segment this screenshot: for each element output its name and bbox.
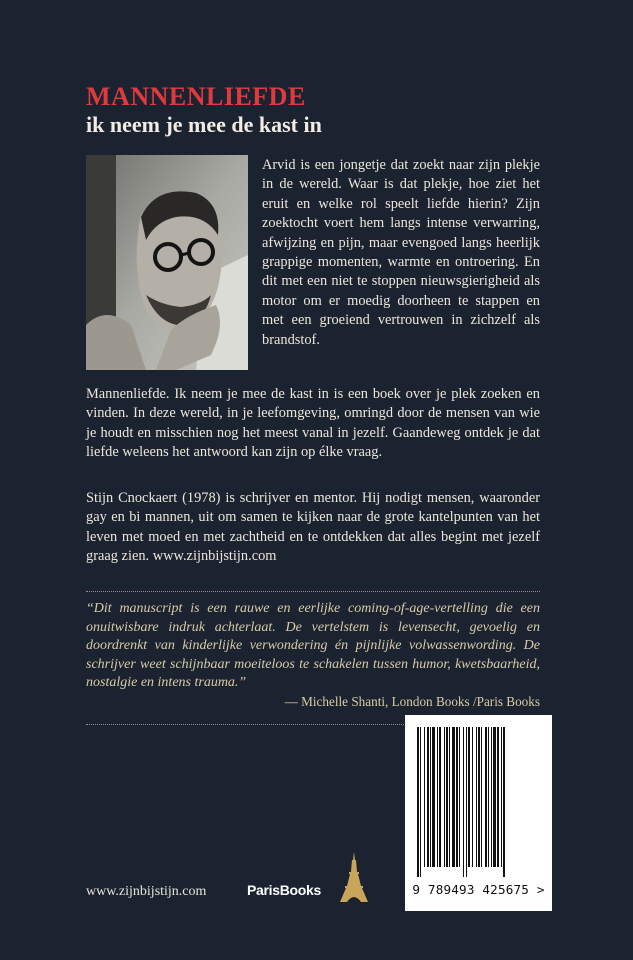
publisher-logo (247, 852, 377, 902)
website-url: www.zijnbijstijn.com (86, 884, 207, 899)
isbn-number: 9 789493 425675 > (412, 882, 545, 897)
barcode (405, 715, 552, 911)
eiffel-tower-icon (339, 852, 369, 902)
review-box (86, 591, 540, 725)
barcode-icon (415, 727, 542, 877)
review-attribution: — Michelle Shanti, London Books /Paris Books (284, 694, 540, 709)
author-photo (86, 155, 248, 370)
review-quote: “Dit manuscript is een rauwe en eerlijke coming-of-age-vertelling die een onuitwisbare indruk achterlaat. De vertelstem is levensecht, gevoelig en doordrenkt van kinderlijke verwondering én pijnlijke volwassenwording. De schrijver weet schijnbaar moeiteloos te schakelen tussen humor, kwetsbaarheid, nostalgie en intens trauma.” (86, 601, 540, 691)
blurb-paragraph-2: Mannenliefde. Ik neem je mee de kast in is een boek over je plek zoeken en vinden. In deze wereld, in je leefomgeving, omringd door de mensen van wie je houdt en misschien nog het meest vanal in jezelf. Gaandeweg ontdek je dat liefde weleens het antwoord kan zijn op élke vraag. (86, 386, 540, 461)
author-bio: Stijn Cnockaert (1978) is schrijver en mentor. Hij nodigt mensen, waaronder gay en bi mannen, uit om samen te kijken naar de grote kantelpunten van het leven met moed en met zachtheid en te ontdekken dat alles begint met jezelf graag zien. www.zijnbijstijn.com (86, 490, 540, 565)
publisher-name: ParisBooks (247, 882, 322, 898)
blurb-paragraph-1: Arvid is een jongetje dat zoekt naar zijn plekje in de wereld. Waar is dat plekje, hoe ziet het eruit en welke rol speelt liefde hierin? Zijn zoektocht voert hem langs intense verwarring, afwijzing en pijn, maar evengoed langs heerlijk grappige momenten, warmte en ontroering. En dit met een niet te stoppen nieuwsgierigheid als motor om er moedig doorheen te stappen en met een groeiend vertrouwen in zichzelf als brandstof. (262, 157, 540, 348)
book-subtitle: ik neem je mee de kast in (86, 112, 322, 137)
book-title: MANNENLIEFDE (86, 82, 306, 111)
